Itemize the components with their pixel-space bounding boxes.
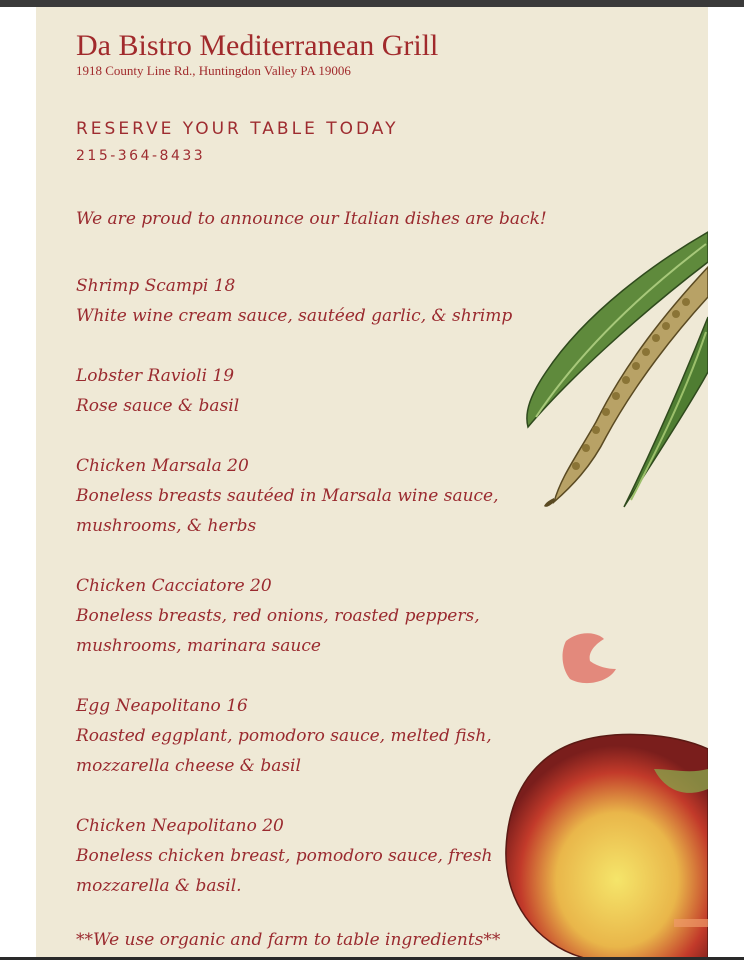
menu-item-egg-neapolitano: [76, 691, 492, 781]
restaurant-address: 1918 County Line Rd., Huntingdon Valley PA 19006: [76, 63, 351, 78]
menu-item-chicken-neapolitano: [76, 811, 493, 901]
top-border: [0, 0, 744, 7]
menu-item-description: Boneless breasts sautéed in Marsala wine sauce,: [76, 486, 499, 506]
menu-item-shrimp-scampi: [76, 271, 512, 331]
olive-branch-illustration: [506, 222, 708, 512]
menu-item-lobster-ravioli: [76, 361, 239, 421]
menu-item-name: Egg Neapolitano 16: [76, 696, 248, 716]
menu-item-chicken-cacciatore: [76, 571, 480, 661]
menu-item-description: mushrooms, & herbs: [76, 516, 257, 536]
phone-number: 215-364-8433: [76, 148, 206, 164]
restaurant-title: Da Bistro Mediterranean Grill: [76, 29, 439, 62]
menu-item-chicken-marsala: [76, 451, 499, 541]
menu-item-description: Rose sauce & basil: [76, 396, 240, 416]
menu-page: [36, 7, 708, 958]
reserve-heading: RESERVE YOUR TABLE TODAY: [76, 119, 399, 139]
menu-item-description: mozzarella cheese & basil: [76, 756, 301, 776]
menu-item-name: Chicken Neapolitano 20: [76, 816, 284, 836]
menu-item-description: Boneless breasts, red onions, roasted peppers,: [76, 606, 480, 626]
menu-item-name: Lobster Ravioli 19: [76, 366, 235, 386]
menu-item-description: mozzarella & basil.: [76, 876, 242, 896]
menu-item-name: Chicken Marsala 20: [76, 456, 249, 476]
menu-item-description: Boneless chicken breast, pomodoro sauce, fresh: [76, 846, 493, 866]
menu-item-description: mushrooms, marinara sauce: [76, 636, 321, 656]
apple-illustration: [504, 729, 708, 958]
menu-item-name: Shrimp Scampi 18: [76, 276, 236, 296]
menu-item-name: Chicken Cacciatore 20: [76, 576, 272, 596]
footnote: **We use organic and farm to table ingredients**: [76, 930, 501, 950]
announcement: We are proud to announce our Italian dishes are back!: [76, 209, 547, 229]
petal-illustration: [558, 627, 622, 691]
menu-item-description: Roasted eggplant, pomodoro sauce, melted fish,: [76, 726, 492, 746]
menu-item-description: White wine cream sauce, sautéed garlic, & shrimp: [76, 306, 513, 326]
